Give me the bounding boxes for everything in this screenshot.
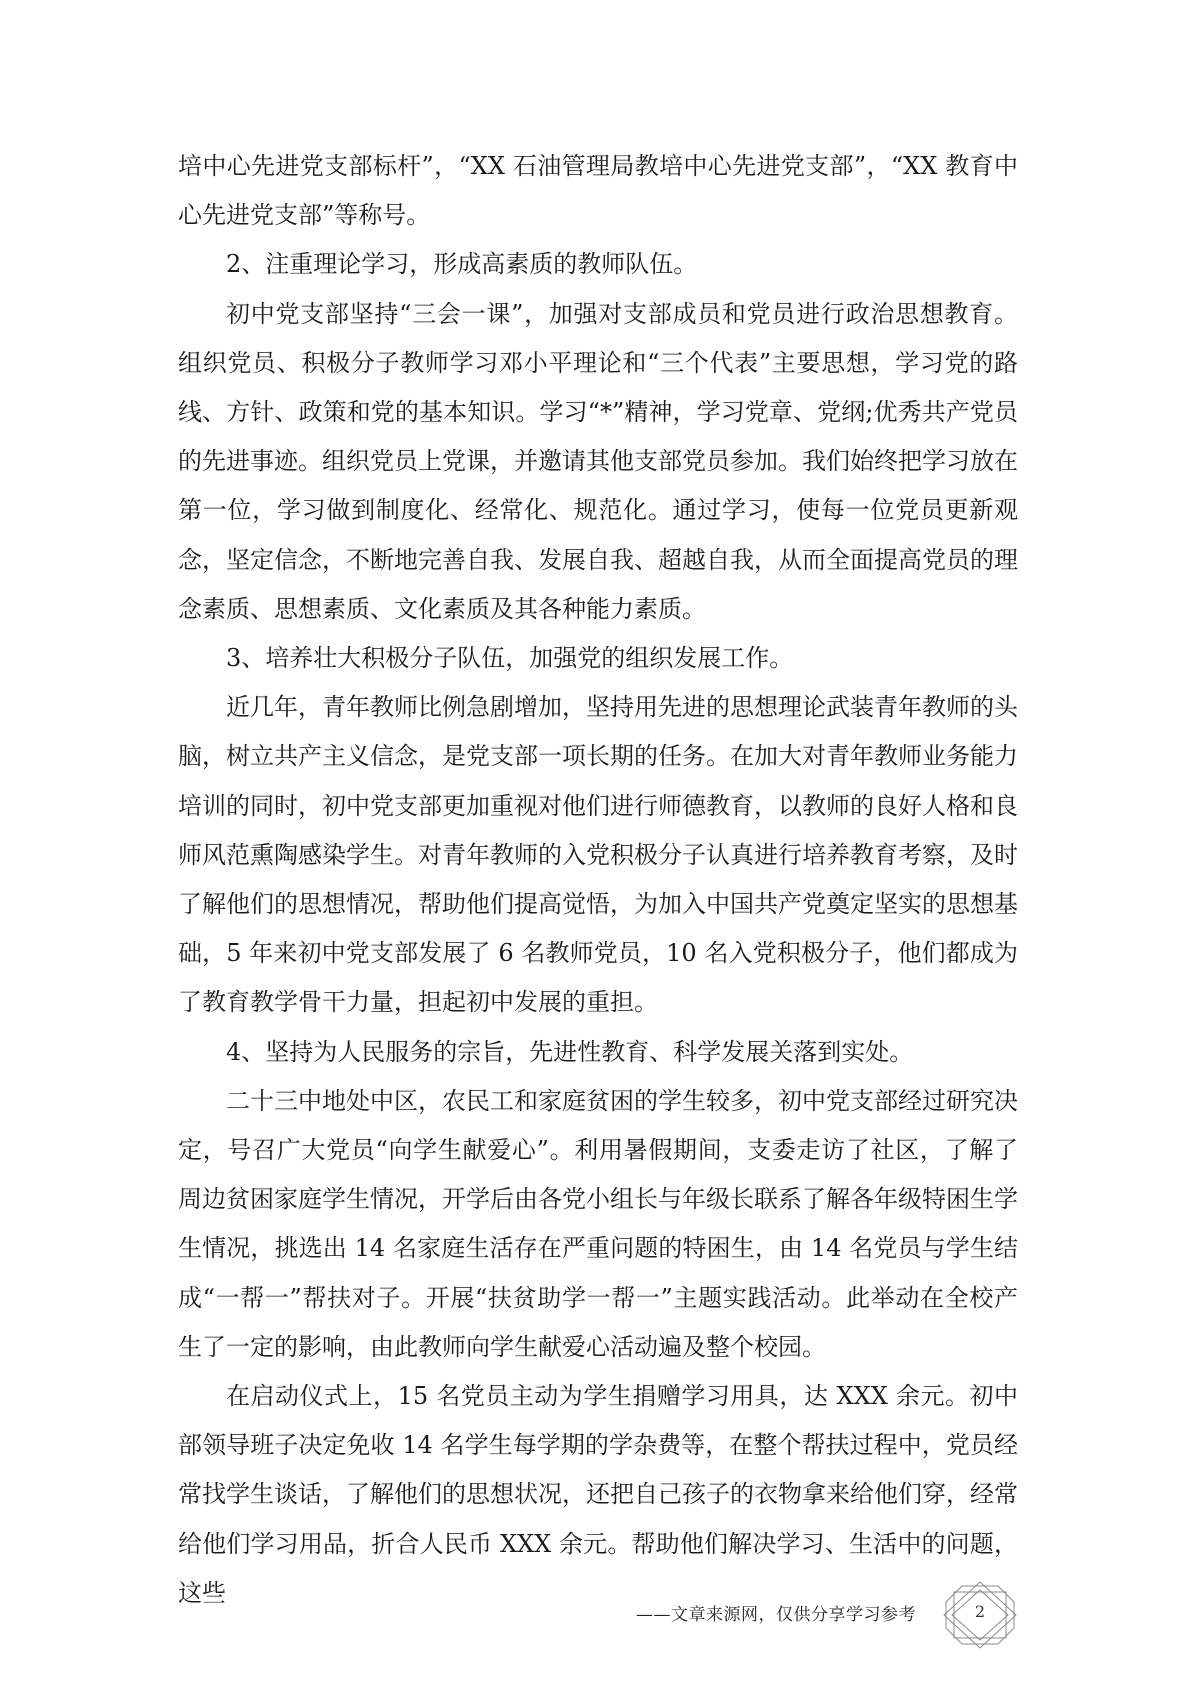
paragraph-poverty-help: 二十三中地处中区，农民工和家庭贫困的学生较多，初中党支部经过研究决定，号召广大党员“向学生献爱心”。利用暑假期间，支委走访了社区，了解了周边贫困家庭学生情况，开学后由各党小组长与年级长联系了解各年级特困生学生情况，挑选出 14 名家庭生活存在严重问题的特困生，由 14 名党员与学生结成“一帮一”帮扶对子。开展“扶贫助学一帮一”主题实践活动。此举动在全校产生了一定的影响，由此教师向学生献爱心活动遍及整个校园。 <box>178 1086 1018 1361</box>
source-note: ——文章来源网，仅供分享学习参考 <box>636 1605 916 1625</box>
paragraph-continuation: 培中心先进党支部标杆”，“XX 石油管理局教培中心先进党支部”，“XX 教育中心先进党支部”等称号。 <box>178 152 1018 230</box>
paragraph-young-teachers: 近几年，青年教师比例急剧增加，坚持用先进的思想理论武装青年教师的头脑，树立共产主义信念，是党支部一项长期的任务。在加大对青年教师业务能力培训的同时，初中党支部更加重视对他们进行师德教育，以教师的良好人格和良师风范熏陶感染学生。对青年教师的入党积极分子认真进行培养教育考察，及时了解他们的思想情况，帮助他们提高觉悟，为加入中国共产党奠定坚实的思想基础，5 年来初中党支部发展了 6 名教师党员，10 名入党积极分子，他们都成为了教育教学骨干力量，担起初中发展的重担。 <box>178 693 1018 1017</box>
section-heading-2: 2、注重理论学习，形成高素质的教师队伍。 <box>226 250 698 279</box>
page-footer <box>0 1580 1191 1660</box>
paragraph-theory-study: 初中党支部坚持“三会一课”，加强对支部成员和党员进行政治思想教育。组织党员、积极分子教师学习邓小平理论和“三个代表”主要思想，学习党的路线、方针、政策和党的基本知识。学习“*”精神，学习党章、党纲;优秀共产党员的先进事迹。组织党员上党课，并邀请其他支部党员参加。我们始终把学习放在第一位，学习做到制度化、经常化、规范化。通过学习，使每一位党员更新观念，坚定信念，不断地完善自我、发展自我、超越自我，从而全面提高党员的理念素质、思想素质、文化素质及其各种能力素质。 <box>178 299 1018 623</box>
section-heading-4: 4、坚持为人民服务的宗旨，先进性教育、科学发展关落到实处。 <box>226 1037 914 1066</box>
paragraph-launch-ceremony: 在启动仪式上，15 名党员主动为学生捐赠学习用具，达 XXX 余元。初中部领导班子决定免收 14 名学生每学期的学杂费等，在整个帮扶过程中，党员经常找学生谈话，了解他们的思想状况，还把自己孩子的衣物拿来给他们穿，经常给他们学习用品，折合人民币 XXX 余元。帮助他们解决学习、生活中的问题，这些 <box>178 1382 1018 1607</box>
document-body <box>178 142 1018 1618</box>
page-number-badge <box>940 1580 1020 1650</box>
section-heading-3: 3、培养壮大积极分子队伍，加强党的组织发展工作。 <box>226 644 794 673</box>
page-number: 2 <box>974 1602 986 1621</box>
